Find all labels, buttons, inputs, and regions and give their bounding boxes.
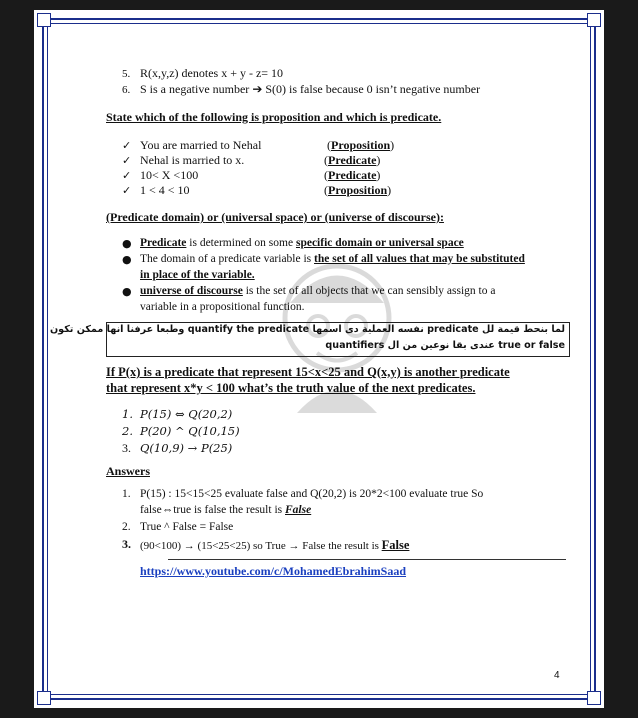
list-item: P(20) ^ Q(10,15) (140, 424, 240, 438)
divider (168, 559, 566, 560)
page-number: 4 (554, 670, 560, 681)
answer-item-continuation: false⇔true is false the result is False (140, 504, 312, 516)
list-item: 10< X <100 (140, 168, 199, 182)
list-item: R(x,y,z) denotes x + y - z= 10 (140, 66, 284, 80)
checkmark-icon: ✓ (122, 154, 132, 167)
checkmark-icon: ✓ (122, 139, 132, 152)
arabic-note-line: لما بنحط قيمة لل predicate نفسه العملية دى اسمها quantify the predicate وطبعا عرفنا انها ممكن تكون (49, 324, 565, 335)
section-heading: State which of the following is proposition and which is predicate. (106, 110, 442, 124)
list-number: 3. (122, 441, 131, 455)
item-label: (Predicate) (324, 168, 381, 182)
list-item: You are married to Nehal (140, 138, 262, 152)
answer-item: (90<100) → (15<25<25) so True → False the result is False (140, 538, 410, 552)
list-item-continuation: in place of the variable. (140, 269, 255, 281)
list-item-continuation: variable in a propositional function. (140, 301, 305, 313)
arabic-note-box (49, 322, 570, 357)
list-number: 1. (122, 407, 133, 421)
list-item: Nehal is married to x. (140, 153, 245, 167)
arrow-icon: ➔ (252, 82, 263, 96)
bullet-icon: ● (122, 285, 132, 298)
list-number: 5. (122, 68, 131, 80)
list-item: Predicate is determined on some specific domain or universal space (140, 237, 464, 249)
bullet-icon: ● (122, 237, 132, 250)
section-heading: If P(x) is a predicate that represent 15<x<25 and Q(x,y) is another predicate (106, 365, 510, 379)
list-item: The domain of a predicate variable is the set of all values that may be substituted (140, 253, 525, 265)
list-number: 3. (122, 537, 131, 551)
list-number: 6. (122, 84, 131, 96)
list-number: 2. (122, 521, 131, 533)
arabic-note-line: true or false عندى بقا نوعين من ال quantifiers (325, 340, 565, 351)
item-label: (Predicate) (324, 153, 381, 167)
checkmark-icon: ✓ (122, 169, 132, 182)
section-heading: (Predicate domain) or (universal space) or (universe of discourse): (106, 210, 444, 224)
answer-item: True ^ False = False (140, 521, 234, 533)
answers-heading: Answers (106, 464, 150, 478)
list-number: 2. (122, 424, 133, 438)
list-item: Q(10,9) → P(25) (140, 441, 233, 455)
answer-item: P(15) : 15<15<25 evaluate false and Q(20,2) is 20*2<100 evaluate true So (140, 488, 484, 500)
list-item: P(15) ⇔ Q(20,2) (140, 407, 233, 421)
checkmark-icon: ✓ (122, 184, 132, 197)
bullet-icon: ● (122, 253, 132, 266)
document-page (34, 10, 604, 708)
youtube-link[interactable]: https://www.youtube.com/c/MohamedEbrahimSaad (140, 564, 407, 578)
list-item: 1 < 4 < 10 (140, 183, 190, 197)
section-heading: that represent x*y < 100 what’s the truth value of the next predicates. (106, 381, 476, 395)
item-label: (Proposition) (324, 183, 392, 197)
list-item: universe of discourse is the set of all objects that we can sensibly assign to a (140, 285, 496, 297)
item-label: (Proposition) (327, 138, 395, 152)
list-item: S is a negative number ➔ S(0) is false because 0 isn’t negative number (140, 82, 481, 96)
list-number: 1. (122, 488, 131, 500)
